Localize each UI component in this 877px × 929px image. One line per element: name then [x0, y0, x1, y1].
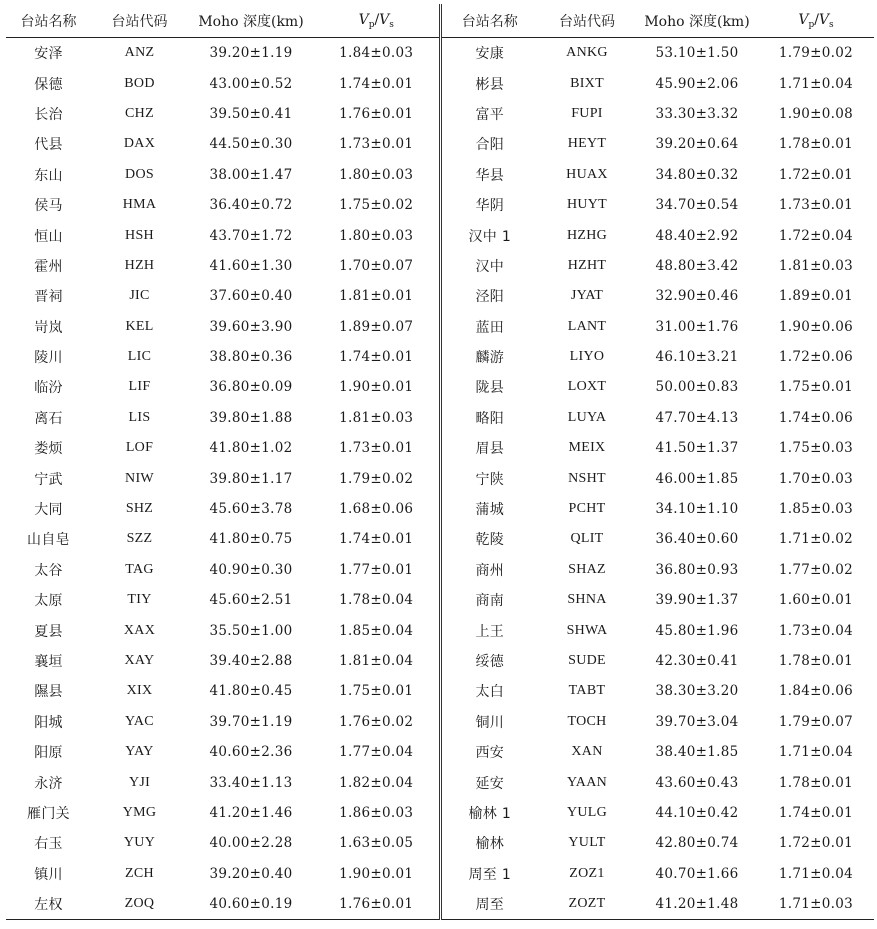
moho-depth-cell: 39.90±1.37	[655, 592, 739, 609]
station-name-cell: 岢岚	[34, 319, 63, 336]
station-name-cell: 代县	[34, 137, 63, 154]
station-name-cell: 蓝田	[475, 319, 505, 336]
station-code-cell: LANT	[567, 318, 607, 334]
vpvs-ratio-cell: 1.75±0.01	[314, 676, 440, 706]
moho-depth-cell: 40.70±1.66	[655, 865, 739, 882]
station-name-cell: 上王	[475, 623, 505, 640]
station-code-cell: LIYO	[569, 349, 605, 365]
moho-depth-cell: 39.80±1.88	[209, 409, 293, 426]
vpvs-ratio-cell: 1.73±0.01	[314, 129, 440, 159]
table-row	[6, 737, 874, 767]
vpvs-ratio-cell: 1.74±0.01	[314, 342, 440, 372]
moho-depth-cell: 41.80±0.45	[209, 683, 293, 700]
table-row	[6, 889, 874, 920]
moho-depth-cell: 43.70±1.72	[209, 227, 293, 244]
station-code-cell: PCHT	[568, 501, 606, 517]
vpvs-ratio-cell: 1.81±0.03	[314, 403, 440, 433]
moho-depth-cell: 46.00±1.85	[655, 470, 739, 487]
station-name-cell: 西安	[475, 745, 505, 762]
station-code-cell: ZOZT	[538, 889, 636, 920]
station-code-cell: LOXT	[567, 379, 607, 395]
station-name-cell: 阳原	[34, 745, 63, 762]
station-name-cell: 略阳	[475, 410, 505, 427]
vpvs-ratio-cell: 1.73±0.01	[314, 433, 440, 463]
vpvs-ratio-cell: 1.72±0.04	[778, 227, 854, 244]
station-code-cell: TAG	[125, 561, 154, 577]
station-name-cell: 太原	[34, 593, 63, 610]
vpvs-ratio-cell: 1.72±0.01	[778, 166, 854, 183]
header-station-name: 台站名称	[6, 4, 91, 38]
vpvs-ratio-cell: 1.81±0.01	[314, 281, 440, 311]
vpvs-ratio-cell: 1.80±0.03	[314, 160, 440, 190]
station-code-cell: SZZ	[126, 531, 153, 547]
moho-depth-cell: 41.20±1.48	[636, 889, 758, 920]
vpvs-ratio-cell: 1.63±0.05	[314, 828, 440, 858]
table-row	[6, 707, 874, 737]
header-moho-depth-right: Moho 深度(km)	[636, 4, 758, 38]
station-name-cell: 临汾	[34, 380, 63, 397]
station-code-cell: JYAT	[570, 288, 604, 304]
station-code-cell: HUYT	[566, 197, 608, 213]
vpvs-ratio-cell: 1.79±0.02	[778, 45, 854, 62]
vpvs-ratio-cell: 1.90±0.01	[314, 372, 440, 402]
station-name-cell: 安康	[475, 46, 505, 63]
station-code-cell: LIC	[127, 349, 152, 365]
station-name-cell: 晋祠	[34, 289, 63, 306]
moho-depth-cell: 38.00±1.47	[209, 166, 293, 183]
moho-depth-cell: 40.00±2.28	[209, 835, 293, 852]
vpvs-ratio-cell: 1.74±0.06	[778, 409, 854, 426]
vpvs-ratio-cell: 1.70±0.03	[778, 470, 854, 487]
station-code-cell: XAY	[124, 653, 155, 668]
station-code-cell: ANKG	[566, 45, 608, 61]
station-name-cell: 乾陵	[475, 532, 505, 549]
vpvs-ratio-cell: 1.90±0.06	[778, 318, 854, 335]
moho-depth-cell: 42.80±0.74	[655, 835, 739, 852]
station-name-cell: 雁门关	[27, 805, 70, 822]
table-row	[6, 433, 874, 463]
table-row	[6, 859, 874, 889]
station-code-cell: HSH	[125, 227, 154, 243]
station-code-cell: HUAX	[566, 166, 608, 182]
moho-depth-cell: 39.80±1.17	[209, 470, 293, 487]
station-code-cell: SHNA	[567, 592, 607, 608]
station-name-cell: 离石	[34, 410, 63, 427]
vpvs-ratio-cell: 1.77±0.02	[778, 561, 854, 578]
station-name-cell: 陵川	[34, 350, 63, 367]
vpvs-ratio-cell: 1.78±0.01	[778, 774, 854, 791]
station-name-cell: 延安	[475, 775, 505, 792]
station-name-cell: 华县	[475, 167, 505, 184]
moho-depth-cell: 37.60±0.40	[209, 288, 293, 305]
vpvs-ratio-cell: 1.76±0.02	[314, 707, 440, 737]
moho-depth-cell: 33.40±1.13	[209, 774, 293, 791]
station-name-cell: 陇县	[475, 380, 505, 397]
moho-depth-cell: 40.90±0.30	[209, 561, 293, 578]
station-code-cell: DOS	[125, 166, 154, 182]
moho-depth-cell: 32.90±0.46	[655, 288, 739, 305]
station-code-cell: LUYA	[567, 409, 607, 425]
vpvs-ratio-cell: 1.60±0.01	[778, 592, 854, 609]
station-code-cell: YAY	[125, 744, 154, 760]
station-name-cell: 长治	[34, 106, 63, 123]
table-row	[6, 220, 874, 250]
station-name-cell: 隰县	[34, 684, 63, 701]
station-name-cell: 镇川	[34, 866, 63, 883]
station-name-cell: 左权	[6, 889, 91, 920]
vpvs-ratio-cell: 1.77±0.01	[314, 555, 440, 585]
table-row	[6, 251, 874, 281]
vpvs-ratio-cell: 1.74±0.01	[778, 804, 854, 821]
station-code-cell: ZOZ1	[569, 865, 605, 881]
table-row	[6, 38, 874, 69]
station-code-cell: HZHT	[567, 257, 607, 273]
table-row	[6, 372, 874, 402]
vpvs-ratio-cell: 1.75±0.03	[778, 440, 854, 457]
station-name-cell: 安泽	[34, 46, 63, 63]
vpvs-ratio-cell: 1.84±0.03	[314, 38, 440, 69]
table-row	[6, 160, 874, 190]
station-table	[6, 4, 874, 920]
table-row	[6, 555, 874, 585]
table-row	[6, 312, 874, 342]
vpvs-ratio-cell: 1.75±0.02	[314, 190, 440, 220]
vpvs-ratio-cell: 1.77±0.04	[314, 737, 440, 767]
moho-depth-cell: 43.00±0.52	[209, 75, 293, 92]
station-name-cell: 榆林 1	[468, 805, 512, 822]
table-row	[6, 585, 874, 615]
station-name-cell: 永济	[34, 775, 63, 792]
station-name-cell: 彬县	[475, 76, 505, 93]
vpvs-ratio-cell: 1.73±0.04	[778, 622, 854, 639]
table-row	[6, 524, 874, 554]
moho-depth-cell: 34.70±0.54	[655, 197, 739, 214]
moho-depth-cell: 31.00±1.76	[655, 318, 739, 335]
moho-depth-cell: 44.50±0.30	[209, 136, 293, 153]
station-code-cell: SUDE	[568, 653, 606, 668]
station-code-cell: HEYT	[567, 136, 607, 152]
vpvs-ratio-cell: 1.68±0.06	[314, 494, 440, 524]
moho-depth-cell: 43.60±0.43	[655, 774, 739, 791]
vpvs-ratio-cell: 1.90±0.01	[314, 859, 440, 889]
station-code-cell: YAAN	[566, 774, 608, 790]
station-name-cell: 襄垣	[34, 654, 63, 670]
station-code-cell: SHWA	[566, 622, 608, 638]
station-name-cell: 周至	[440, 889, 538, 920]
station-code-cell: XAX	[123, 622, 156, 638]
vpvs-ratio-cell: 1.89±0.01	[778, 288, 854, 305]
table-header-row	[6, 4, 874, 38]
vpvs-ratio-cell: 1.90±0.08	[778, 105, 854, 122]
table-row	[6, 129, 874, 159]
moho-depth-cell: 48.80±3.42	[655, 257, 739, 274]
table-row	[6, 463, 874, 493]
vpvs-ratio-cell: 1.76±0.01	[314, 99, 440, 129]
moho-depth-cell: 36.80±0.93	[655, 561, 739, 578]
table-row	[6, 190, 874, 220]
station-code-cell: QLIT	[570, 531, 604, 547]
table-row	[6, 828, 874, 858]
station-name-cell: 汉中	[475, 258, 505, 275]
table-row	[6, 615, 874, 645]
moho-depth-cell: 38.80±0.36	[209, 349, 293, 366]
vpvs-ratio-cell: 1.71±0.04	[778, 865, 854, 882]
station-name-cell: 华阴	[475, 198, 505, 215]
station-name-cell: 泾阳	[475, 289, 505, 306]
station-name-cell: 麟游	[475, 350, 505, 367]
station-code-cell: LIS	[128, 409, 151, 425]
vpvs-ratio-cell: 1.70±0.07	[314, 251, 440, 281]
moho-depth-cell: 34.80±0.32	[655, 166, 739, 183]
station-code-cell: HZH	[124, 257, 155, 273]
vpvs-ratio-cell: 1.78±0.01	[778, 136, 854, 153]
station-code-cell: MEIX	[568, 440, 606, 456]
vpvs-ratio-cell: 1.72±0.06	[778, 349, 854, 366]
moho-depth-cell: 39.20±0.40	[209, 865, 293, 882]
station-name-cell: 宁陕	[475, 471, 505, 488]
station-name-cell: 商南	[475, 593, 505, 610]
vpvs-ratio-cell: 1.74±0.01	[314, 524, 440, 554]
station-name-cell: 东山	[34, 167, 63, 184]
vpvs-ratio-cell: 1.79±0.07	[778, 713, 854, 730]
station-name-cell: 侯马	[34, 198, 63, 215]
station-code-cell: NSHT	[568, 470, 606, 486]
vpvs-ratio-cell: 1.71±0.04	[778, 744, 854, 761]
vpvs-ratio-cell: 1.78±0.01	[778, 653, 854, 669]
table-row	[6, 676, 874, 706]
table-row	[6, 281, 874, 311]
moho-depth-cell: 39.50±0.41	[209, 105, 293, 122]
moho-depth-cell: 41.80±0.75	[209, 531, 293, 548]
moho-depth-cell: 34.10±1.10	[655, 501, 739, 518]
station-name-cell: 夏县	[34, 623, 63, 640]
moho-depth-cell: 45.80±1.96	[655, 622, 739, 639]
station-code-cell: CHZ	[125, 105, 154, 121]
moho-depth-cell: 47.70±4.13	[655, 409, 739, 426]
moho-depth-cell: 46.10±3.21	[655, 349, 739, 366]
station-code-cell: ANZ	[124, 45, 155, 61]
station-name-cell: 商州	[475, 562, 505, 579]
vpvs-ratio-cell: 1.71±0.04	[778, 75, 854, 92]
moho-depth-cell: 45.60±3.78	[209, 501, 293, 518]
moho-depth-cell: 39.70±1.19	[209, 713, 293, 730]
vpvs-ratio-cell: 1.73±0.01	[778, 197, 854, 214]
moho-depth-cell: 53.10±1.50	[655, 45, 739, 62]
station-name-cell: 蒲城	[475, 502, 505, 519]
station-code-cell: YAC	[125, 713, 154, 729]
station-name-cell: 保德	[34, 76, 63, 93]
station-name-cell: 铜川	[475, 714, 505, 731]
moho-depth-cell: 45.90±2.06	[655, 75, 739, 92]
vpvs-ratio-cell: 1.86±0.03	[314, 798, 440, 828]
vpvs-ratio-cell: 1.71±0.02	[778, 531, 854, 548]
station-code-cell: TOCH	[567, 713, 607, 729]
header-vpvs: $V_p/V_s$	[314, 4, 440, 38]
vpvs-ratio-cell: 1.76±0.01	[314, 889, 440, 920]
moho-depth-cell: 39.70±3.04	[655, 713, 739, 730]
station-code-cell: YMG	[122, 804, 157, 820]
station-code-cell: YUY	[123, 835, 156, 851]
moho-depth-cell: 39.20±0.64	[655, 136, 739, 153]
table-row	[6, 798, 874, 828]
moho-depth-cell: 36.40±0.72	[209, 197, 293, 214]
station-code-cell: ZOQ	[91, 889, 188, 920]
station-code-cell: ZCH	[125, 865, 154, 881]
station-code-cell: SHZ	[125, 501, 154, 517]
moho-depth-cell: 41.80±1.02	[209, 440, 293, 457]
station-name-cell: 眉县	[475, 441, 505, 458]
station-name-cell: 富平	[475, 106, 505, 123]
moho-depth-cell: 41.50±1.37	[655, 440, 739, 457]
station-name-cell: 汉中 1	[468, 228, 512, 245]
vpvs-ratio-cell: 1.81±0.03	[778, 257, 854, 274]
vpvs-ratio-cell: 1.81±0.04	[314, 646, 440, 676]
station-code-cell: DAX	[123, 136, 156, 152]
station-name-cell: 山自皂	[27, 532, 70, 549]
moho-depth-cell: 40.60±2.36	[209, 744, 293, 761]
moho-depth-cell: 50.00±0.83	[655, 379, 739, 396]
station-code-cell: YJI	[128, 774, 151, 790]
header-station-code-right: 台站代码	[538, 4, 636, 38]
header-vpvs-right: $V_p/V_s$	[758, 4, 874, 38]
moho-depth-cell: 39.20±1.19	[209, 45, 293, 62]
moho-depth-cell: 39.40±2.88	[209, 653, 293, 669]
station-code-cell: TIY	[127, 592, 152, 608]
vpvs-ratio-cell: 1.72±0.01	[778, 835, 854, 852]
vpvs-ratio-cell: 1.80±0.03	[314, 220, 440, 250]
moho-depth-cell: 35.50±1.00	[209, 622, 293, 639]
moho-depth-cell: 36.40±0.60	[655, 531, 739, 548]
vpvs-ratio-cell: 1.79±0.02	[314, 463, 440, 493]
table-row	[6, 403, 874, 433]
station-code-cell: KEL	[125, 318, 154, 334]
station-name-cell: 霍州	[34, 258, 63, 275]
moho-depth-cell: 44.10±0.42	[655, 804, 739, 821]
station-code-cell: YULT	[568, 835, 606, 851]
vpvs-ratio-cell: 1.75±0.01	[778, 379, 854, 396]
moho-depth-cell: 42.30±0.41	[655, 653, 739, 669]
station-code-cell: HZHG	[566, 227, 608, 243]
moho-depth-cell: 40.60±0.19	[188, 889, 314, 920]
vpvs-ratio-cell: 1.89±0.07	[314, 312, 440, 342]
table-row	[6, 68, 874, 98]
moho-depth-cell: 41.20±1.46	[209, 804, 293, 821]
station-code-cell: LOF	[125, 440, 154, 456]
moho-depth-cell: 36.80±0.09	[209, 379, 293, 396]
station-name-cell: 阳城	[34, 714, 63, 731]
table-row	[6, 494, 874, 524]
station-name-cell: 太白	[475, 684, 505, 701]
station-name-cell: 右玉	[34, 836, 63, 853]
station-name-cell: 娄烦	[34, 441, 63, 458]
table-row	[6, 646, 874, 676]
station-name-cell: 太谷	[34, 562, 63, 579]
station-name-cell: 大同	[34, 502, 63, 519]
station-code-cell: XIX	[126, 683, 153, 699]
station-code-cell: BIXT	[570, 75, 604, 91]
station-code-cell: TABT	[568, 683, 606, 699]
table-row	[6, 767, 874, 797]
station-code-cell: YULG	[566, 804, 608, 820]
station-name-cell: 绥德	[475, 654, 505, 670]
station-code-cell: BOD	[124, 75, 155, 91]
vpvs-ratio-cell: 1.84±0.06	[778, 683, 854, 700]
station-code-cell: LIF	[128, 379, 151, 395]
station-code-cell: XAN	[571, 744, 603, 760]
table-row	[6, 342, 874, 372]
moho-depth-cell: 38.40±1.85	[655, 744, 739, 761]
station-code-cell: FUPI	[571, 105, 603, 121]
vpvs-ratio-cell: 1.74±0.01	[314, 68, 440, 98]
vpvs-ratio-cell: 1.78±0.04	[314, 585, 440, 615]
vpvs-ratio-cell: 1.85±0.04	[314, 615, 440, 645]
moho-depth-cell: 48.40±2.92	[655, 227, 739, 244]
station-name-cell: 宁武	[34, 471, 63, 488]
header-station-name-right: 台站名称	[440, 4, 538, 38]
station-code-cell: NIW	[125, 470, 154, 486]
moho-depth-cell: 38.30±3.20	[655, 683, 739, 700]
header-moho-depth: Moho 深度(km)	[188, 4, 314, 38]
station-name-cell: 周至 1	[468, 866, 512, 883]
station-code-cell: JIC	[129, 288, 150, 304]
moho-depth-cell: 33.30±3.32	[655, 105, 739, 122]
header-station-code: 台站代码	[91, 4, 188, 38]
station-name-cell: 榆林	[475, 836, 505, 853]
table-row	[6, 99, 874, 129]
station-name-cell: 恒山	[34, 228, 63, 245]
vpvs-ratio-cell: 1.71±0.03	[758, 889, 874, 920]
vpvs-ratio-cell: 1.82±0.04	[314, 767, 440, 797]
moho-depth-cell: 41.60±1.30	[209, 257, 293, 274]
vpvs-ratio-cell: 1.85±0.03	[778, 501, 854, 518]
moho-depth-cell: 45.60±2.51	[209, 592, 293, 609]
station-code-cell: SHAZ	[568, 561, 606, 577]
station-code-cell: HMA	[122, 197, 157, 213]
station-name-cell: 合阳	[475, 137, 505, 154]
moho-depth-cell: 39.60±3.90	[209, 318, 293, 335]
